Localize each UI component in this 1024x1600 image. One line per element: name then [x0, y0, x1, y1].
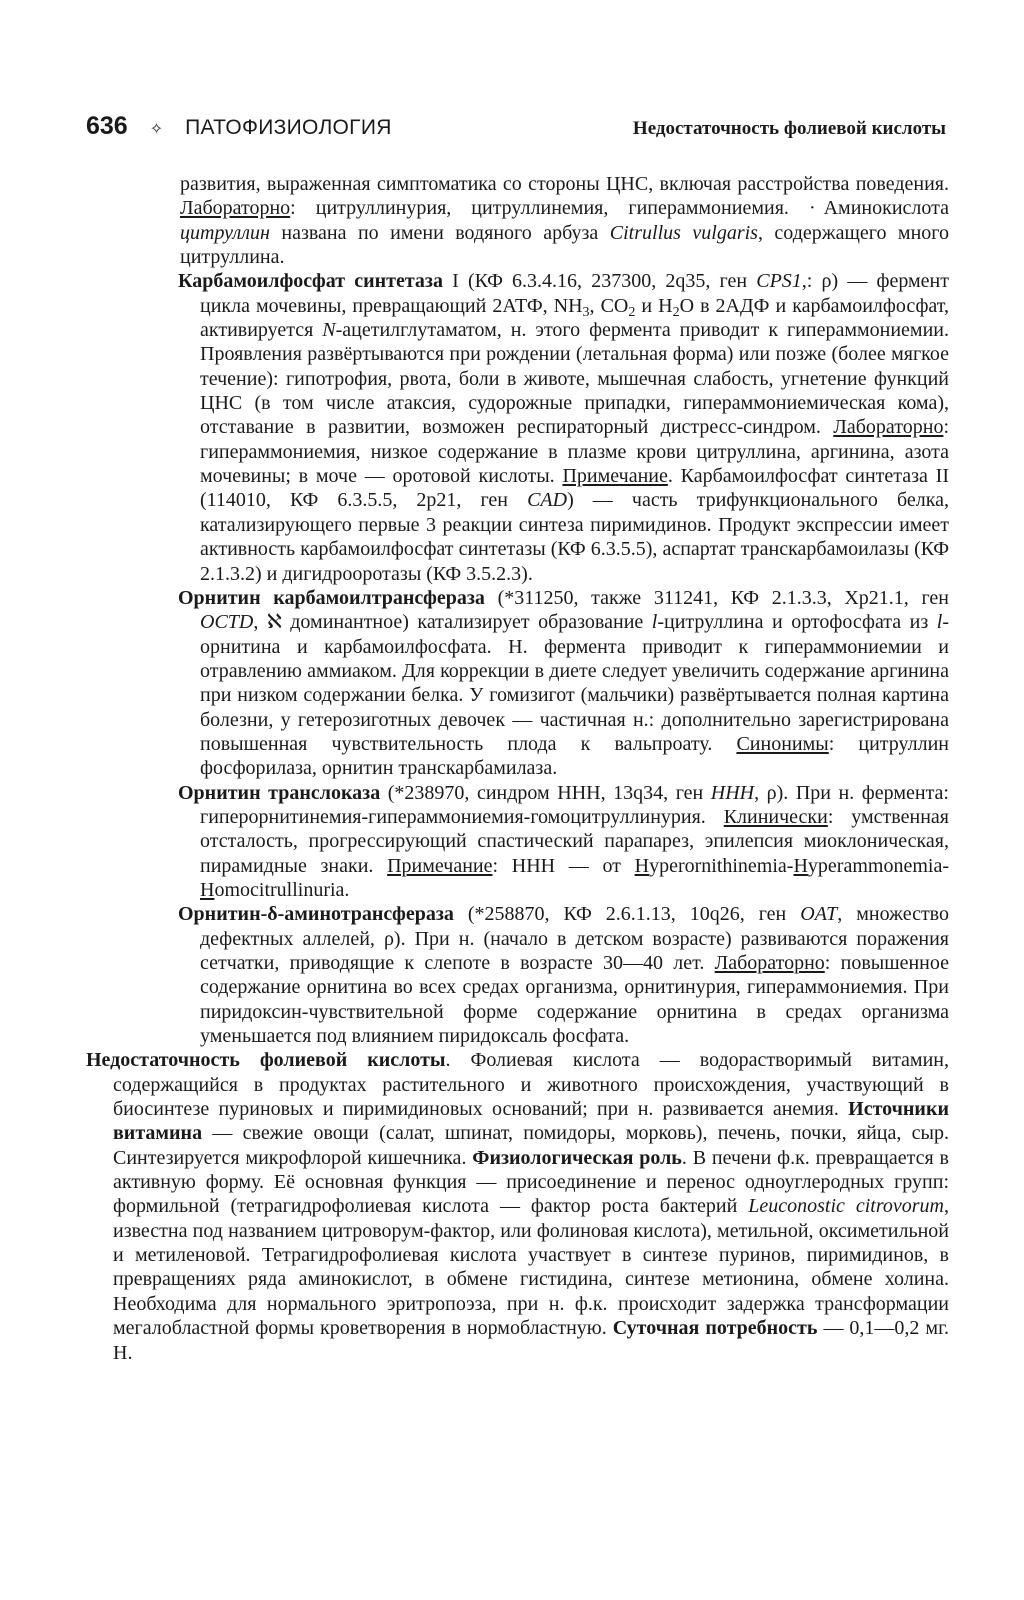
label-laboratory: Лабораторно	[714, 952, 825, 974]
entry-term: Карбамоилфосфат синтетаза	[178, 270, 443, 293]
label-note: Примечание	[387, 854, 493, 877]
running-title: Недостаточность фолиевой кислоты	[632, 118, 946, 139]
label-clinically: Клинически	[723, 805, 828, 828]
entry-term: Орнитин транслоказа	[178, 781, 381, 804]
bullet-icon: ·	[808, 197, 816, 220]
paragraph-continuation: развития, выраженная симптоматика со стороны ЦНС, включая расстройства поведения. Лабораторно: цитруллинурия, цитруллинемия, гипераммониемия. · Аминокислота цитруллин названа по имени водяного арбуза Citrullus vulgaris, содержащего много цитруллина.	[180, 173, 949, 269]
subheading-daily-requirement: Суточная потребность	[612, 1317, 818, 1340]
label-laboratory: Лабораторно	[833, 416, 944, 439]
diamond-ornament-icon: ✧	[149, 119, 164, 138]
entry-ornithine-aminotransferase: Орнитин-δ-аминотрансфераза (*258870, КФ 2.6.1.13, 10q26, ген OAT, множество дефектных аллелей, ρ). При н. (начало в детском возрасте) развиваются поражения сетчатки, приводящие к слепоте в возрасте 30—40 лет. Лабораторно: повышенное содержание орнитина во всех средах организма, орнитинурия, гипераммониемия. При пиридоксин-чувствительной форме содержание орнитина в средах организма уменьшается под влиянием пиридоксаль фосфата.	[178, 903, 949, 1048]
entry-term: Орнитин-δ-аминотрансфераза	[178, 903, 454, 926]
body-text	[86, 172, 949, 1365]
subheading-physiological-role: Физиологическая роль	[472, 1146, 682, 1169]
page-number: 636	[86, 112, 128, 140]
section-title: ПАТОФИЗИОЛОГИЯ	[185, 116, 392, 139]
entry-carbamoyl-phosphate-synthetase: Карбамоилфосфат синтетаза I (КФ 6.3.4.16, 237300, 2q35, ген CPS1,: ρ) — фермент цикла мочевины, превращающий 2АТФ, $NH_3$, $CO_2$ и $H_2O$ в 2АДФ и карбамоилфосфат, активируется N-ацетилглутаматом, н. этого фермента приводит к гипераммониемии. Проявления развёртываются при рождении (летальная форма) или позже (более мягкое течение): гипотрофия, рвота, боли в животе, мышечная слабость, угнетение функций ЦНС (в том числе атаксия, судорожные припадки, гипераммониемическая кома), отставание в развитии, возможен респираторный дистресс-синдром. Лабораторно: гипераммониемия, низкое содержание в плазме крови цитруллина, аргинина, азота мочевины; в моче — оротовой кислоты. Примечание. Карбамоилфосфат синтетаза II (114010, КФ 6.3.5.5, 2p21, ген CAD) — часть трифункционального белка, катализирующего первые 3 реакции синтеза пиримидинов. Продукт экспрессии имеет активность карбамоилфосфат синтетазы (КФ 6.3.5.5), аспартат транскарбамоилазы (КФ 2.1.3.2) и дигидрооротазы (КФ 3.5.2.3).	[178, 270, 950, 585]
page-header	[86, 112, 946, 148]
label-synonyms: Синонимы	[736, 732, 829, 755]
label-note: Примечание	[562, 465, 668, 488]
entry-ornithine-carbamoyltransferase: Орнитин карбамоилтрансфераза (*311250, также 311241, КФ 2.1.3.3, Xp21.1, ген OCTD, ℵ доминантное) катализирует образование l-цитруллина и ортофосфата из l-орнитина и карбамоилфосфата. Н. фермента приводит к гипераммониемии и отравлению аммиаком. Для коррекции в диете следует увеличить содержание аргинина при низком содержании белка. У гомизигот (мальчики) развёртывается полная картина болезни, у гетерозиготных девочек — частичная н.: дополнительно зарегистрирована повышенная чувствительность плода к вальпроату. Синонимы: цитруллин фосфорилаза, орнитин транскарбамилаза.	[178, 586, 950, 780]
entry-term: Орнитин карбамоилтрансфераза	[178, 586, 485, 609]
entry-folic-acid-deficiency: Недостаточность фолиевой кислоты. Фолиевая кислота — водорастворимый витамин, содержащийся в продуктах растительного и животного происхождения, участвующий в биосинтезе пуриновых и пиримидиновых оснований; при н. развивается анемия. Источники витамина — свежие овощи (салат, шпинат, помидоры, морковь), печень, почки, яйца, сыр. Синтезируется микрофлорой кишечника. Физиологическая роль. В печени ф.к. превращается в активную форму. Её основная функция — присоединение и перенос одноуглеродных групп: формильной (тетрагидрофолиевая кислота — фактор роста бактерий Leuconostic citrovorum, известна под названием цитроворум-фактор, или фолиновая кислота), метильной, оксиметильной и метиленовой. Тетрагидрофолиевая кислота участвует в синтезе пуринов, пиримидинов, в превращениях ряда аминокислот, в обмене гистидина, синтезе метионина, обмене холина. Необходима для нормального эритропоэза, при н. ф.к. происходит задержка трансформации мегалобластной формы кроветворения в нормобластную. Суточная потребность — 0,1—0,2 мг. Н.	[86, 1049, 950, 1364]
label-laboratory: Лабораторно	[180, 197, 291, 220]
entry-term: Недостаточность фолиевой кислоты	[86, 1049, 446, 1072]
entry-ornithine-translocase: Орнитин транслоказа (*238970, синдром ННН, 13q34, ген HHH, ρ). При н. фермента: гиперорнитинемия-гипераммониемия-гомоцитруллинурия. Клинически: умственная отсталость, прогрессирующий спастический парапарез, эпилепсия миоклоническая, пирамидные знаки. Примечание: ННН — от Hyperornithinemia-Hyperammonemia-Homocitrullinuria.	[178, 781, 949, 901]
subheading-sources: Источники витамина	[113, 1098, 949, 1145]
